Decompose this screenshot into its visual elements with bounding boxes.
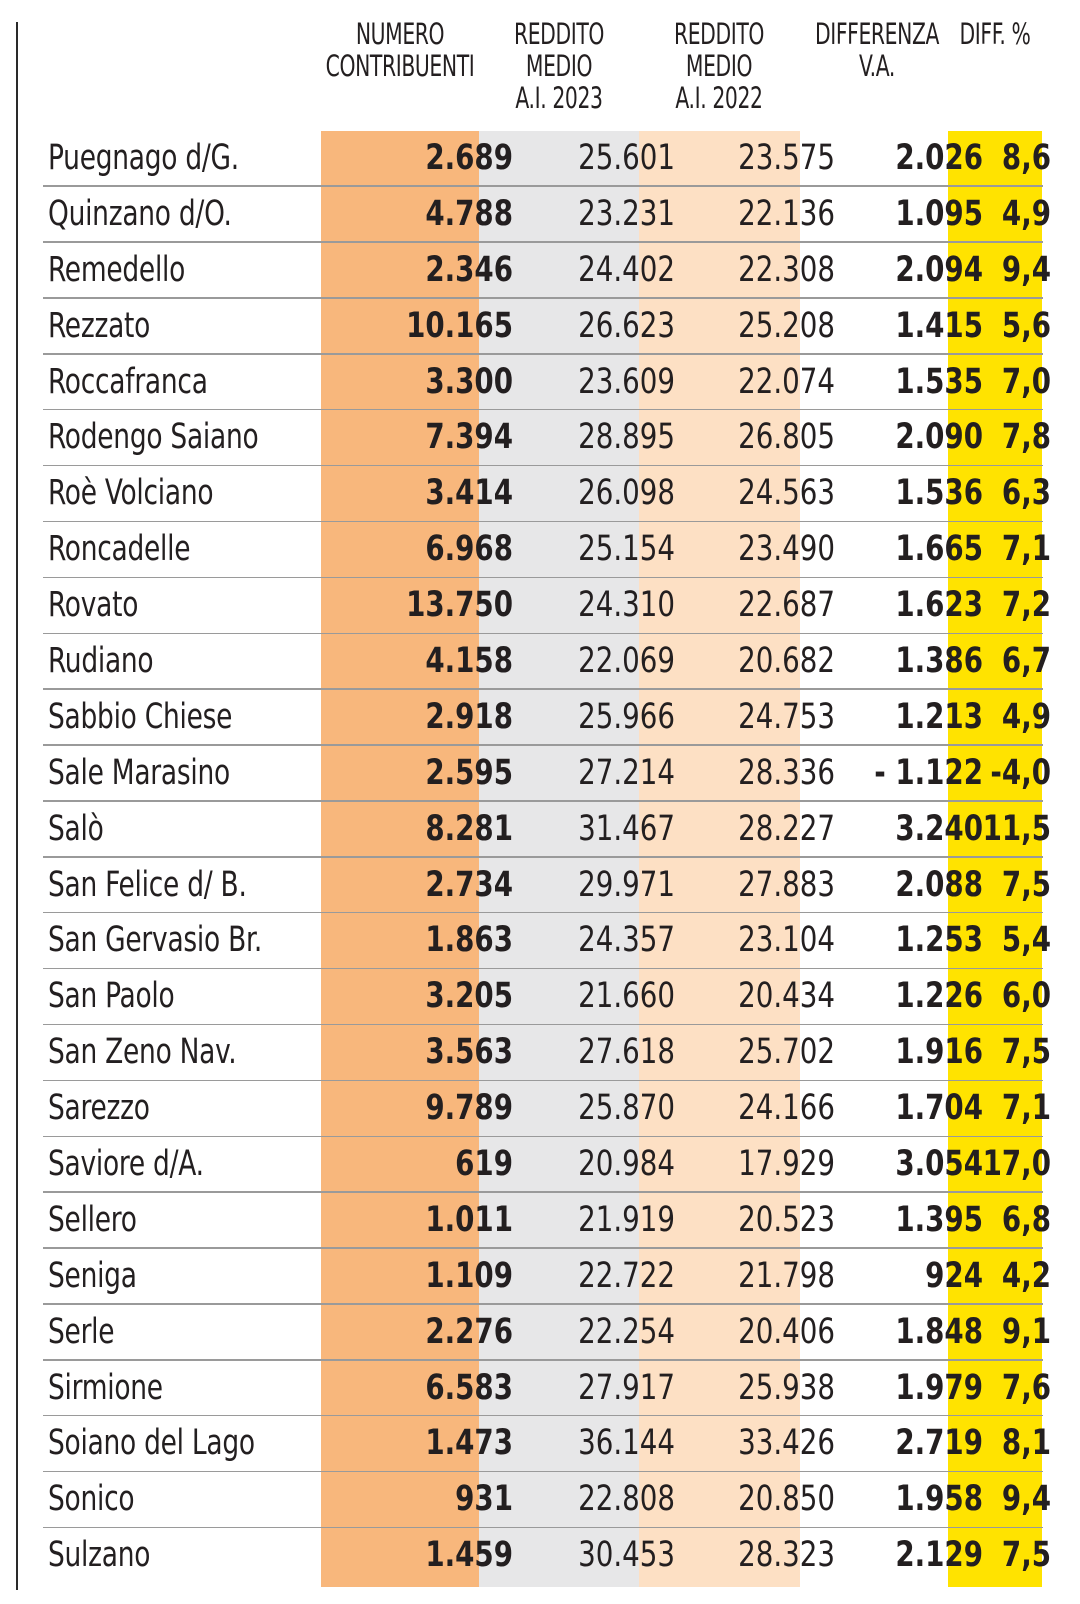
numero-contribuenti-value: 3.300: [425, 361, 513, 402]
differenza-value: 1.226: [895, 976, 983, 1017]
municipality-name: Puegnago d/G.: [48, 138, 239, 178]
table-row: [43, 1361, 1051, 1417]
reddito-2023-value: 25.601: [578, 138, 675, 178]
differenza-value: 1.916: [895, 1032, 983, 1073]
diff-pct-value: 6,0: [1001, 976, 1051, 1017]
table-row: [43, 355, 1051, 411]
reddito-2022-value: 27.883: [738, 864, 835, 905]
diff-pct-value: 4,9: [1001, 696, 1051, 737]
left-rule: [16, 22, 18, 1590]
reddito-2023-value: 25.966: [578, 696, 675, 737]
reddito-2023-value: 25.154: [578, 529, 675, 570]
diff-pct-value: -4,0: [990, 752, 1051, 793]
municipality-name: Rezzato: [48, 305, 151, 346]
reddito-2023-value: 24.402: [578, 249, 675, 290]
diff-pct-value: 7,5: [1001, 1032, 1051, 1073]
numero-contribuenti-value: 6.583: [425, 1367, 513, 1408]
municipality-name: Soiano del Lago: [48, 1423, 255, 1464]
municipality-name: Rovato: [48, 585, 139, 626]
diff-pct-value: 8,6: [1001, 138, 1051, 178]
table-row: [43, 1528, 1051, 1584]
reddito-2023-value: 30.453: [578, 1535, 675, 1576]
reddito-2022-value: 26.805: [738, 417, 835, 458]
reddito-2022-value: 28.336: [738, 752, 835, 793]
table-row: [43, 578, 1051, 634]
reddito-2023-value: 23.609: [578, 361, 675, 402]
reddito-2022-value: 20.406: [738, 1311, 835, 1352]
differenza-value: 1.958: [895, 1479, 983, 1520]
table-row: [43, 1249, 1051, 1305]
table-row: [43, 243, 1051, 299]
differenza-value: 1.095: [895, 193, 983, 234]
municipality-name: San Zeno Nav.: [48, 1032, 237, 1073]
differenza-value: 1.704: [895, 1088, 983, 1129]
differenza-value: 2.094: [895, 249, 983, 290]
diff-pct-value: 6,3: [1001, 473, 1051, 514]
reddito-2023-value: 26.623: [578, 305, 675, 346]
reddito-2023-value: 24.357: [578, 920, 675, 961]
reddito-2023-value: 23.231: [578, 193, 675, 234]
numero-contribuenti-value: 6.968: [425, 529, 513, 570]
differenza-value: 1.415: [895, 305, 983, 346]
diff-pct-value: 9,4: [1001, 1479, 1051, 1520]
municipality-name: Salò: [48, 808, 104, 849]
municipality-name: Roè Volciano: [48, 473, 214, 514]
reddito-2022-value: 21.798: [738, 1255, 835, 1296]
table-row: [43, 1416, 1051, 1472]
numero-contribuenti-value: 3.563: [425, 1032, 513, 1073]
differenza-value: 1.979: [895, 1367, 983, 1408]
table-row: [43, 969, 1051, 1025]
municipality-name: Rudiano: [48, 641, 154, 682]
table-row: [43, 299, 1051, 355]
table-row: [43, 131, 1051, 187]
reddito-2022-value: 25.208: [738, 305, 835, 346]
table-row: [43, 1025, 1051, 1081]
municipality-name: Sellero: [48, 1199, 137, 1240]
differenza-value: 2.719: [895, 1423, 983, 1464]
reddito-2023-value: 27.214: [578, 752, 675, 793]
diff-pct-value: 8,1: [1001, 1423, 1051, 1464]
reddito-2022-value: 22.136: [738, 193, 835, 234]
differenza-value: 3.054: [895, 1144, 983, 1185]
reddito-2023-value: 29.971: [578, 864, 675, 905]
diff-pct-value: 17,0: [982, 1144, 1051, 1185]
reddito-2022-value: 28.227: [738, 808, 835, 849]
reddito-2022-value: 25.938: [738, 1367, 835, 1408]
reddito-2023-value: 26.098: [578, 473, 675, 514]
header-reddito-2023: REDDITO MEDIO A.I. 2023: [513, 17, 605, 115]
municipality-name: Remedello: [48, 249, 186, 290]
reddito-2022-value: 24.166: [738, 1088, 835, 1129]
table-row: [43, 1193, 1051, 1249]
diff-pct-value: 4,9: [1001, 193, 1051, 234]
reddito-2022-value: 23.490: [738, 529, 835, 570]
table-row: [43, 858, 1051, 914]
numero-contribuenti-value: 2.689: [425, 138, 513, 178]
table-row: [43, 913, 1051, 969]
diff-pct-value: 7,1: [1001, 1088, 1051, 1129]
reddito-2023-value: 22.069: [578, 641, 675, 682]
numero-contribuenti-value: 13.750: [406, 585, 513, 626]
municipality-name: Roncadelle: [48, 529, 191, 570]
numero-contribuenti-value: 1.459: [425, 1535, 513, 1576]
diff-pct-value: 7,5: [1001, 864, 1051, 905]
numero-contribuenti-value: 2.346: [425, 249, 513, 290]
diff-pct-value: 7,5: [1001, 1535, 1051, 1576]
reddito-2023-value: 20.984: [578, 1144, 675, 1185]
differenza-value: 1.623: [895, 585, 983, 626]
diff-pct-value: 7,2: [1001, 585, 1051, 626]
municipality-name: Rodengo Saiano: [48, 417, 259, 458]
numero-contribuenti-value: 931: [455, 1479, 513, 1520]
diff-pct-value: 7,8: [1001, 417, 1051, 458]
differenza-value: 1.535: [895, 361, 983, 402]
differenza-value: 2.090: [895, 417, 983, 458]
numero-contribuenti-value: 2.918: [425, 696, 513, 737]
table-row: [43, 802, 1051, 858]
differenza-value: 3.240: [895, 808, 983, 849]
reddito-2022-value: 20.682: [738, 641, 835, 682]
diff-pct-value: 9,1: [1001, 1311, 1051, 1352]
reddito-2023-value: 21.919: [578, 1199, 675, 1240]
differenza-value: 1.536: [895, 473, 983, 514]
municipality-name: San Felice d/ B.: [48, 864, 247, 905]
numero-contribuenti-value: 619: [455, 1144, 513, 1185]
municipality-name: Sonico: [48, 1479, 135, 1520]
reddito-2022-value: 22.308: [738, 249, 835, 290]
numero-contribuenti-value: 3.205: [425, 976, 513, 1017]
table-row: [43, 1137, 1051, 1193]
numero-contribuenti-value: 2.595: [425, 752, 513, 793]
reddito-2023-value: 22.254: [578, 1311, 675, 1352]
reddito-2022-value: 25.702: [738, 1032, 835, 1073]
table-row: [43, 1305, 1051, 1361]
reddito-2022-value: 20.523: [738, 1199, 835, 1240]
diff-pct-value: 7,6: [1001, 1367, 1051, 1408]
numero-contribuenti-value: 4.788: [425, 193, 513, 234]
differenza-value: 2.088: [895, 864, 983, 905]
numero-contribuenti-value: 7.394: [425, 417, 513, 458]
header-reddito-2022: REDDITO MEDIO A.I. 2022: [673, 17, 765, 115]
numero-contribuenti-value: 9.789: [425, 1088, 513, 1129]
table-row: [43, 187, 1051, 243]
table-row: [43, 690, 1051, 746]
reddito-2022-value: 17.929: [738, 1144, 835, 1185]
differenza-value: 924: [925, 1255, 983, 1296]
reddito-2022-value: 24.753: [738, 696, 835, 737]
numero-contribuenti-value: 1.473: [425, 1423, 513, 1464]
numero-contribuenti-value: 10.165: [406, 305, 513, 346]
reddito-2023-value: 28.895: [578, 417, 675, 458]
reddito-2022-value: 28.323: [738, 1535, 835, 1576]
reddito-2023-value: 22.808: [578, 1479, 675, 1520]
table-row: [43, 1472, 1051, 1528]
reddito-2023-value: 36.144: [578, 1423, 675, 1464]
numero-contribuenti-value: 8.281: [425, 808, 513, 849]
reddito-2023-value: 24.310: [578, 585, 675, 626]
header-diff-pct: DIFF. %: [959, 17, 1031, 51]
table-row: [43, 634, 1051, 690]
numero-contribuenti-value: 1.863: [425, 920, 513, 961]
municipality-name: Saviore d/A.: [48, 1144, 204, 1185]
diff-pct-value: 6,7: [1001, 641, 1051, 682]
numero-contribuenti-value: 1.011: [425, 1199, 513, 1240]
differenza-value: 1.386: [895, 641, 983, 682]
reddito-2022-value: 20.434: [738, 976, 835, 1017]
differenza-value: - 1.122: [874, 752, 983, 793]
reddito-2023-value: 21.660: [578, 976, 675, 1017]
numero-contribuenti-value: 2.276: [425, 1311, 513, 1352]
municipality-name: Sarezzo: [48, 1088, 150, 1129]
table-row: [43, 746, 1051, 802]
differenza-value: 2.129: [895, 1535, 983, 1576]
header-differenza: DIFFERENZA V.A.: [814, 17, 940, 83]
reddito-2023-value: 31.467: [578, 808, 675, 849]
diff-pct-value: 5,4: [1001, 920, 1051, 961]
differenza-value: 1.395: [895, 1199, 983, 1240]
numero-contribuenti-value: 1.109: [425, 1255, 513, 1296]
reddito-2023-value: 27.917: [578, 1367, 675, 1408]
municipality-name: Sabbio Chiese: [48, 696, 233, 737]
diff-pct-value: 7,1: [1001, 529, 1051, 570]
reddito-2022-value: 23.104: [738, 920, 835, 961]
reddito-2022-value: 20.850: [738, 1479, 835, 1520]
differenza-value: 1.253: [895, 920, 983, 961]
municipality-name: San Gervasio Br.: [48, 920, 263, 961]
reddito-2023-value: 27.618: [578, 1032, 675, 1073]
reddito-2023-value: 25.870: [578, 1088, 675, 1129]
municipality-name: Sale Marasino: [48, 752, 230, 793]
numero-contribuenti-value: 4.158: [425, 641, 513, 682]
numero-contribuenti-value: 3.414: [425, 473, 513, 514]
municipality-name: San Paolo: [48, 976, 175, 1017]
reddito-2022-value: 23.575: [738, 138, 835, 178]
municipality-name: Quinzano d/O.: [48, 193, 232, 234]
table-row: [43, 522, 1051, 578]
reddito-2022-value: 22.687: [738, 585, 835, 626]
municipality-name: Roccafranca: [48, 361, 208, 402]
data-table: [43, 131, 1051, 1584]
municipality-name: Sulzano: [48, 1535, 151, 1576]
municipality-name: Serle: [48, 1311, 115, 1352]
table-row: [43, 466, 1051, 522]
differenza-value: 1.848: [895, 1311, 983, 1352]
differenza-value: 2.026: [895, 138, 983, 178]
header-numero-contribuenti: NUMERO CONTRIBUENTI: [325, 17, 475, 83]
diff-pct-value: 7,0: [1001, 361, 1051, 402]
diff-pct-value: 4,2: [1001, 1255, 1051, 1296]
differenza-value: 1.213: [895, 696, 983, 737]
diff-pct-value: 11,5: [982, 808, 1051, 849]
reddito-2022-value: 24.563: [738, 473, 835, 514]
reddito-2023-value: 22.722: [578, 1255, 675, 1296]
diff-pct-value: 5,6: [1001, 305, 1051, 346]
numero-contribuenti-value: 2.734: [425, 864, 513, 905]
table-row: [43, 1081, 1051, 1137]
diff-pct-value: 9,4: [1001, 249, 1051, 290]
reddito-2022-value: 22.074: [738, 361, 835, 402]
differenza-value: 1.665: [895, 529, 983, 570]
municipality-name: Seniga: [48, 1255, 137, 1296]
diff-pct-value: 6,8: [1001, 1199, 1051, 1240]
table-row: [43, 410, 1051, 466]
municipality-name: Sirmione: [48, 1367, 163, 1408]
reddito-2022-value: 33.426: [738, 1423, 835, 1464]
